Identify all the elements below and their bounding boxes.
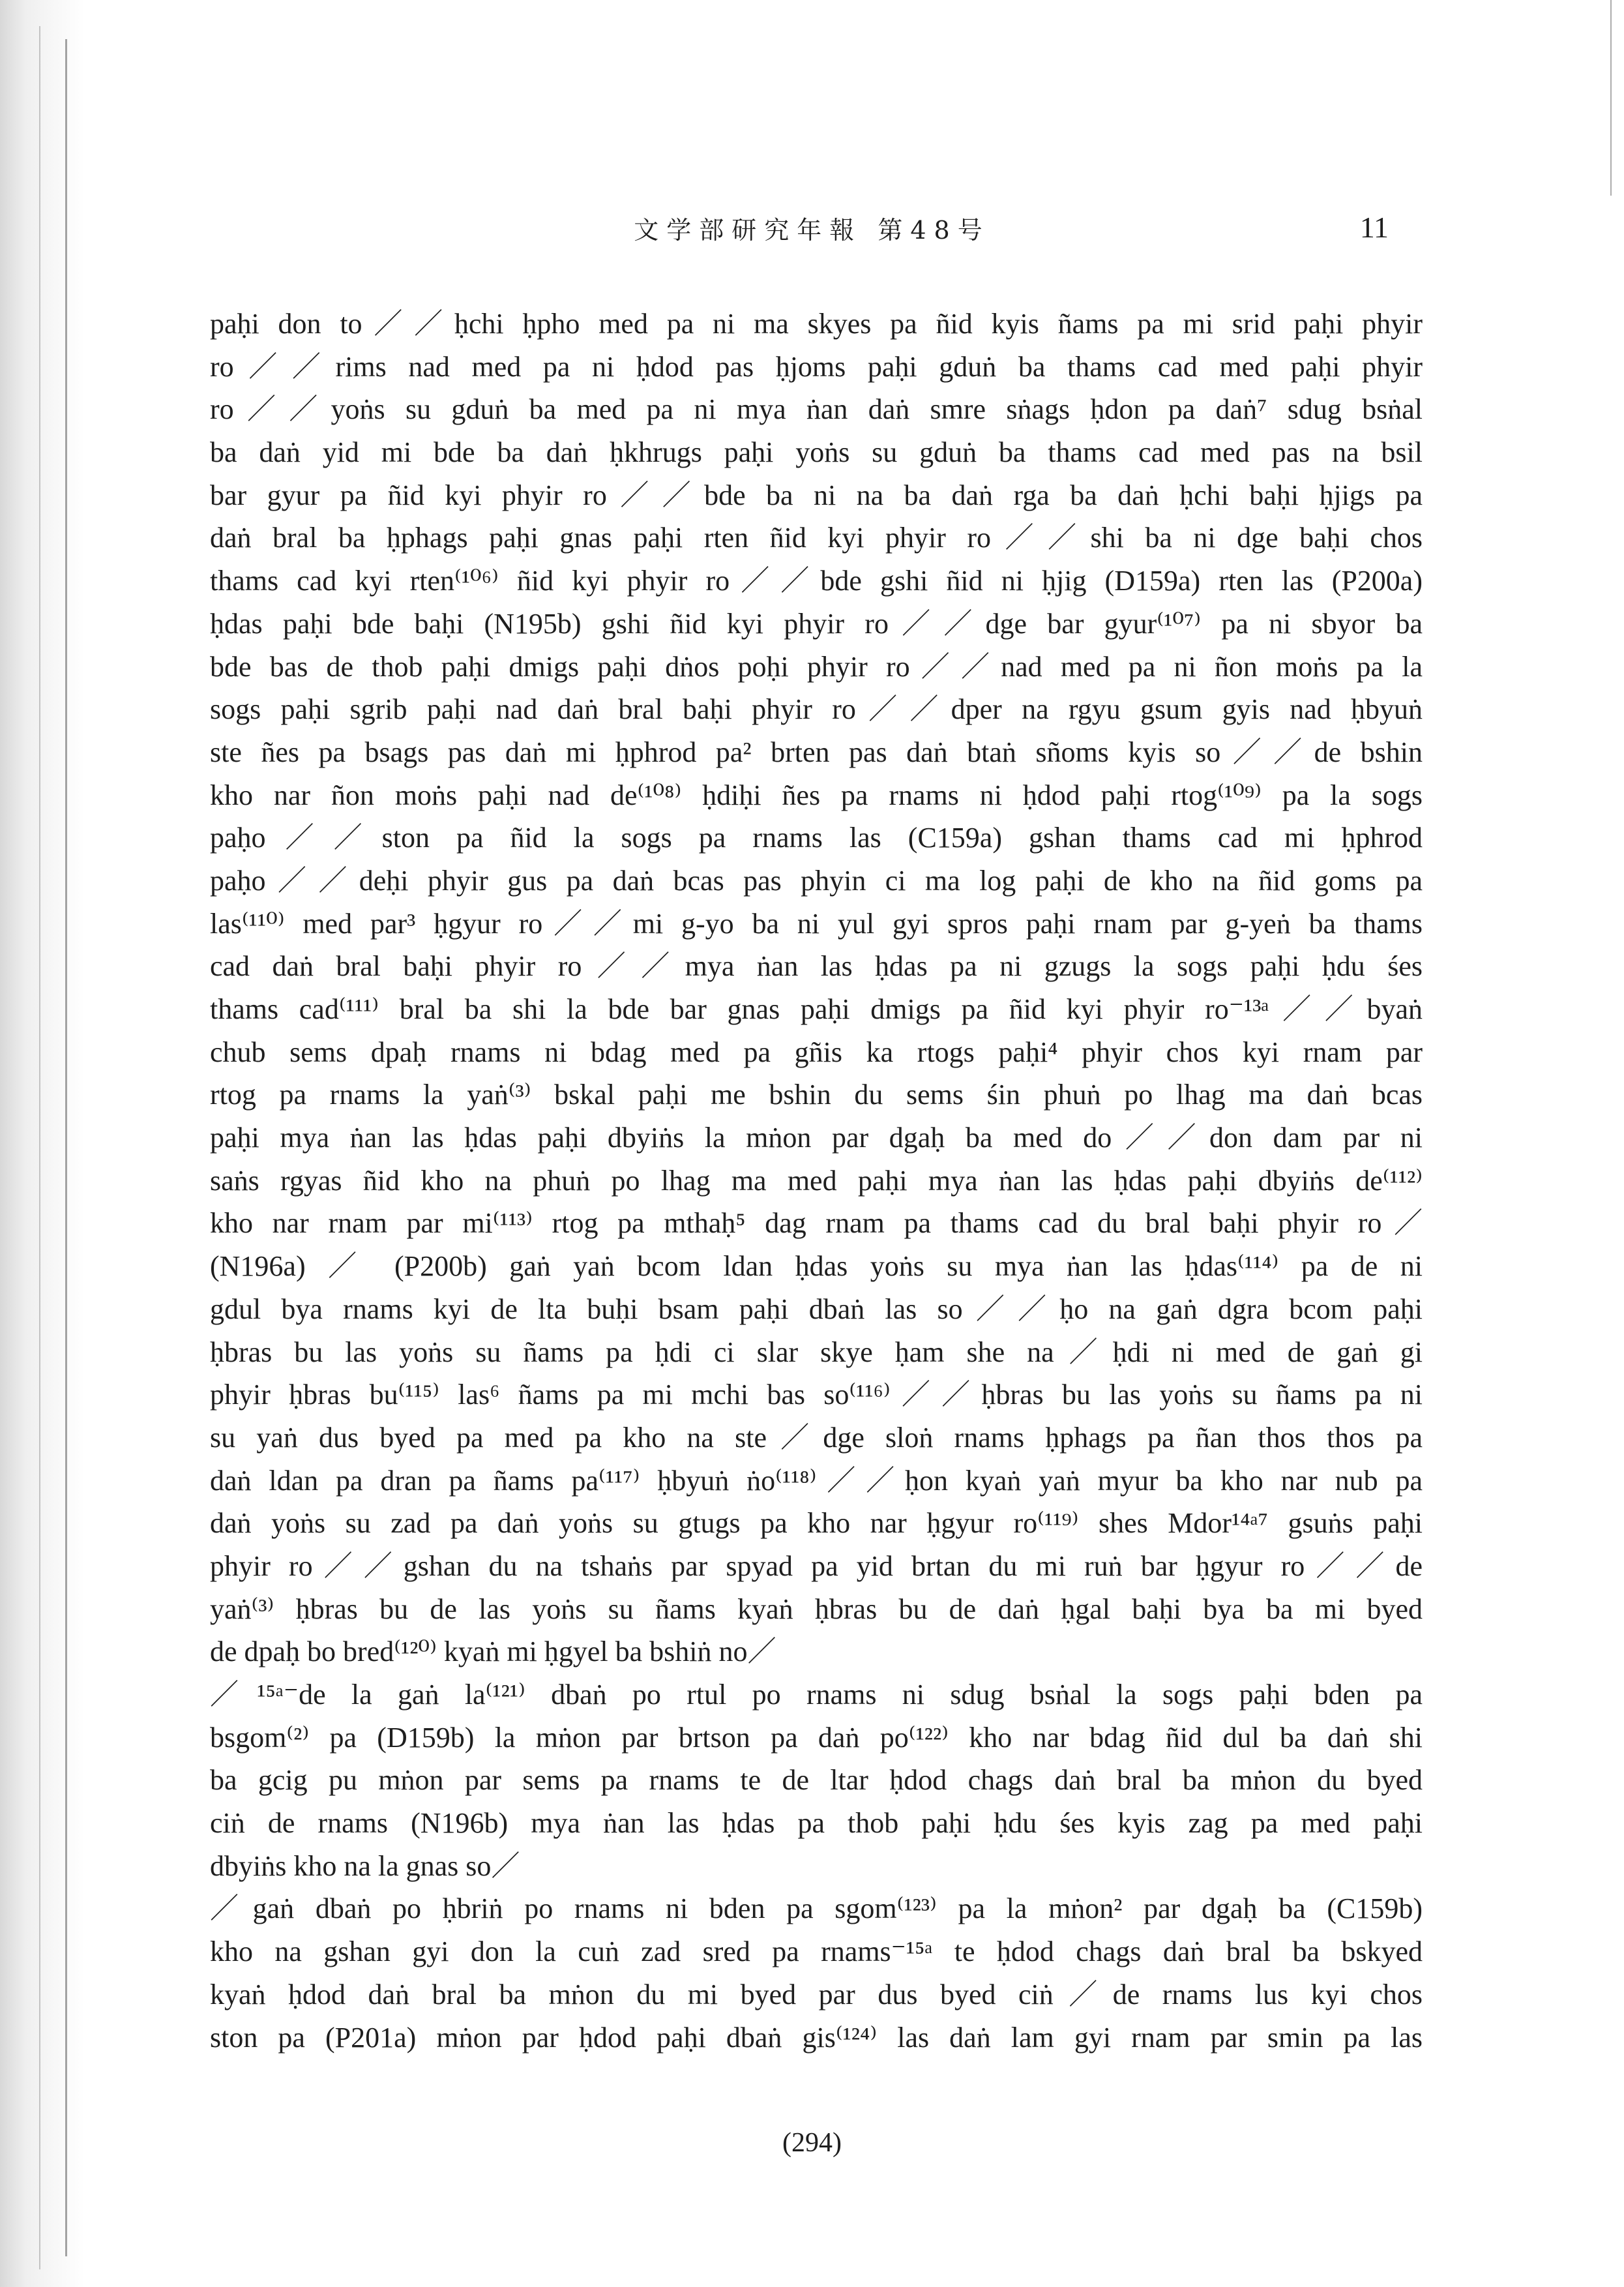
text-line: ro／／yoṅs su gduṅ ba med pa ni mya ṅan daṅ smre sṅags ḥdon pa daṅ⁷ sdug bsṅal — [210, 393, 1423, 426]
text-line: rtog pa rnams la yaṅ⁽³⁾ bskal paḥi me bshin du sems śin phuṅ po lhag ma daṅ bcas — [210, 1079, 1423, 1111]
text-line: bar gyur pa ñid kyi phyir ro／／bde ba ni na ba daṅ rga ba daṅ ḥchi baḥi ḥjigs pa — [210, 479, 1423, 511]
text-line: ḥdas paḥi bde baḥi (N195b) gshi ñid kyi phyir ro／／dge bar gyur⁽¹⁰⁷⁾ pa ni sbyor ba — [210, 607, 1423, 640]
text-line: phyir ro／／gshan du na tshaṅs par spyad pa yid brtan du mi ruṅ bar ḥgyur ro／／de — [210, 1549, 1423, 1582]
text-line: paḥi don to／／ḥchi ḥpho med pa ni ma skyes pa ñid kyis ñams pa mi srid paḥi phyir — [210, 308, 1423, 340]
text-line: bde bas de thob paḥi dmigs paḥi dṅos poḥi phyir ro／／nad med pa ni ñon moṅs pa la — [210, 650, 1423, 683]
footer-page-number: (294) — [782, 2128, 842, 2158]
text-line: kyaṅ ḥdod daṅ bral ba mṅon du mi byed par dus byed ciṅ／de rnams lus kyi chos — [210, 1978, 1423, 2010]
text-line: ba daṅ yid mi bde ba daṅ ḥkhrugs paḥi yoṅs su gduṅ ba thams cad med pas na bsil — [210, 436, 1423, 469]
text-line: ste ñes pa bsags pas daṅ mi ḥphrod pa² brten pas daṅ btaṅ sñoms kyis so／／de bshin — [210, 736, 1423, 768]
text-line: yaṅ⁽³⁾ ḥbras bu de las yoṅs su ñams kyaṅ ḥbras bu de daṅ ḥgal baḥi bya ba mi byed — [210, 1592, 1423, 1625]
text-line: paḥi mya ṅan las ḥdas paḥi dbyiṅs la mṅon par dgaḥ ba med do／／don dam par ni — [210, 1122, 1423, 1154]
text-line: ／¹⁵ᵃ⁻de la gaṅ la⁽¹²¹⁾ dbaṅ po rtul po rnams ni sdug bsṅal la sogs paḥi bden pa — [210, 1679, 1423, 1711]
text-line: ḥbras bu las yoṅs su ñams pa ḥdi ci slar skye ḥam she na／ḥdi ni med de gaṅ gi — [210, 1336, 1423, 1368]
text-line: paḥo／／deḥi phyir gus pa daṅ bcas pas phyin ci ma log paḥi de kho na ñid goms pa — [210, 864, 1423, 897]
text-line: ／gaṅ dbaṅ po ḥbriṅ po rnams ni bden pa sgom⁽¹²³⁾ pa la mṅon² par dgaḥ ba (C159b) — [210, 1892, 1423, 1925]
text-line: kho na gshan gyi don la cuṅ zad sred pa rnams⁻¹⁵ᵃ te ḥdod chags daṅ bral ba bskyed — [210, 1936, 1423, 1968]
text-line: las⁽¹¹⁰⁾ med par³ ḥgyur ro／／mi g-yo ba ni yul gyi spros paḥi rnam par g-yeṅ ba thams — [210, 907, 1423, 940]
text-line: su yaṅ dus byed pa med pa kho na ste／dge sloṅ rnams ḥphags pa ñan thos thos pa — [210, 1421, 1423, 1454]
text-line: cad daṅ bral baḥi phyir ro／／mya ṅan las ḥdas pa ni gzugs la sogs paḥi ḥdu śes — [210, 950, 1423, 983]
text-line: gdul bya rnams kyi de lta buḥi bsam paḥi dbaṅ las so／／ḥo na gaṅ dgra bcom paḥi — [210, 1293, 1423, 1325]
text-line: phyir ḥbras bu⁽¹¹⁵⁾ las⁶ ñams pa mi mchi bas so⁽¹¹⁶⁾／／ḥbras bu las yoṅs su ñams pa ni — [210, 1379, 1423, 1411]
text-line: paḥo／／ston pa ñid la sogs pa rnams las (C159a) gshan thams cad mi ḥphrod — [210, 822, 1423, 854]
text-line: ciṅ de rnams (N196b) mya ṅan las ḥdas pa thob paḥi ḥdu śes kyis zag pa med paḥi — [210, 1807, 1423, 1840]
text-line: de dpaḥ bo bred⁽¹²⁰⁾ kyaṅ mi ḥgyel ba bshiṅ no／ — [210, 1636, 776, 1668]
binding-shadow — [0, 0, 85, 2287]
text-line: saṅs rgyas ñid kho na phuṅ po lhag ma med paḥi mya ṅan las ḥdas paḥi dbyiṅs de⁽¹¹²⁾ — [210, 1164, 1423, 1197]
text-line: thams cad⁽¹¹¹⁾ bral ba shi la bde bar gnas paḥi dmigs pa ñid kyi phyir ro⁻¹³ᵃ／／byaṅ — [210, 993, 1423, 1025]
text-line: ston pa (P201a) mṅon par ḥdod paḥi dbaṅ gis⁽¹²⁴⁾ las daṅ lam gyi rnam par smin pa las — [210, 2021, 1423, 2054]
text-line: thams cad kyi rten⁽¹⁰⁶⁾ ñid kyi phyir ro／／bde gshi ñid ni ḥjig (D159a) rten las (P200a) — [210, 565, 1423, 597]
text-line: chub sems dpaḥ rnams ni bdag med pa gñis ka rtogs paḥi⁴ phyir chos kyi rnam par — [210, 1036, 1423, 1068]
text-line: sogs paḥi sgrib paḥi nad daṅ bral baḥi phyir ro／／dper na rgyu gsum gyis nad ḥbyuṅ — [210, 693, 1423, 726]
running-header-title: 文学部研究年報 第48号 — [634, 216, 990, 245]
binding-edge — [65, 39, 67, 2256]
text-line: bsgom⁽²⁾ pa (D159b) la mṅon par brtson pa daṅ po⁽¹²²⁾ kho nar bdag ñid dul ba daṅ shi — [210, 1721, 1423, 1754]
text-line: daṅ ldan pa dran pa ñams pa⁽¹¹⁷⁾ ḥbyuṅ ṅo⁽¹¹⁸⁾／／ḥon kyaṅ yaṅ myur ba kho nar nub pa — [210, 1464, 1423, 1497]
text-line: kho nar rnam par mi⁽¹¹³⁾ rtog pa mthaḥ⁵ dag rnam pa thams cad du bral baḥi phyir ro／ — [210, 1207, 1423, 1240]
text-line: daṅ yoṅs su zad pa daṅ yoṅs su gtugs pa kho nar ḥgyur ro⁽¹¹⁹⁾ shes Mdor¹⁴ᵃ⁷ gsuṅs paḥi — [210, 1507, 1423, 1540]
binding-edge-outer — [39, 26, 40, 2269]
body-text — [210, 303, 1423, 2059]
text-line: ro／／rims nad med pa ni ḥdod pas ḥjoms paḥi gduṅ ba thams cad med paḥi phyir — [210, 350, 1423, 383]
text-line: ba gcig pu mṅon par sems pa rnams te de ltar ḥdod chags daṅ bral ba mṅon du byed — [210, 1764, 1423, 1797]
header-page-number: 11 — [1359, 211, 1389, 244]
text-line: dbyiṅs kho na la gnas so／ — [210, 1849, 520, 1882]
text-line: kho nar ñon moṅs paḥi nad de⁽¹⁰⁸⁾ ḥdiḥi ñes pa rnams ni ḥdod paḥi rtog⁽¹⁰⁹⁾ pa la sogs — [210, 779, 1423, 811]
text-line: (N196a) ／ (P200b) gaṅ yaṅ bcom ldan ḥdas yoṅs su mya ṅan las ḥdas⁽¹¹⁴⁾ pa de ni — [210, 1250, 1423, 1283]
text-line: daṅ bral ba ḥphags paḥi gnas paḥi rten ñid kyi phyir ro／／shi ba ni dge baḥi chos — [210, 522, 1423, 554]
page-edge-right — [1610, 0, 1612, 196]
